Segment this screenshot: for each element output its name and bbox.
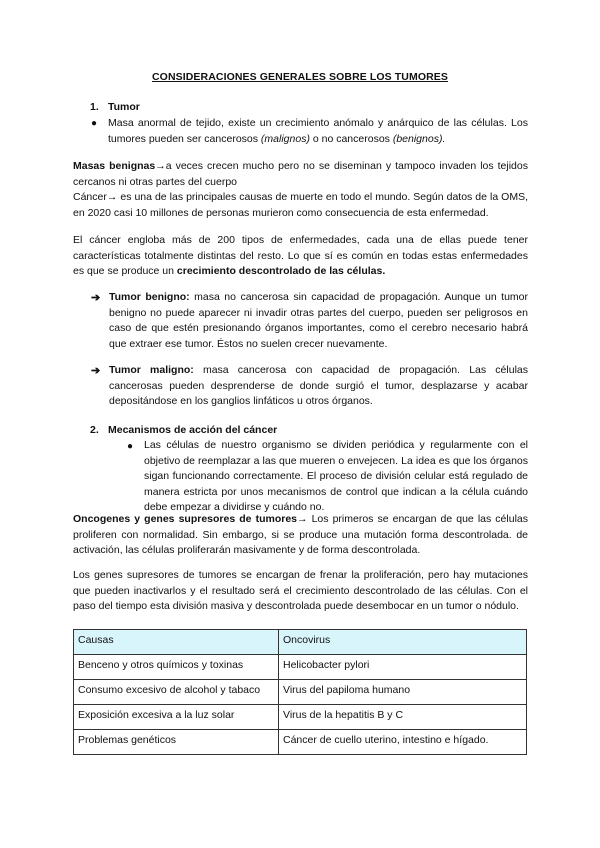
oncogenes-paragraph xyxy=(73,512,528,559)
masas-benignas-text: →a veces crecen mucho pero no se diseminan y tampoco invaden los tejidos cercanos ni otras partes del cuerpo xyxy=(73,160,528,188)
tumor-benigno-paragraph xyxy=(109,290,528,352)
arrow-icon: ➔ xyxy=(91,292,101,304)
engloba-text: El cáncer engloba más de 200 tipos de enfermedades, cada una de ellas puede tener características totalmente distintas del resto. Lo que sí es común en todas estas enfermedades es que se produce un xyxy=(73,234,528,278)
table-cell: Problemas genéticos xyxy=(74,730,279,755)
table-cell: Helicobacter pylori xyxy=(279,655,527,680)
tumor-maligno-text: masa cancerosa con capacidad de propagación. Las células cancerosas pueden desprenderse de donde surgió el tumor, desplazarse y acabar depositándose en los ganglios linfáticos u otros órganos. xyxy=(109,364,528,408)
arrow-icon: ➔ xyxy=(91,365,101,377)
section1-heading: Tumor xyxy=(108,101,140,113)
table-cell: Consumo excesivo de alcohol y tabaco xyxy=(74,680,279,705)
cancer-paragraph: Cáncer→ es una de las principales causas de muerte en todo el mundo. Según datos de la OMS, en 2020 casi 10 millones de personas murieron como consecuencia de esta enfermedad. xyxy=(73,191,528,219)
oncogenes-text: → Los primeros se encargan de que las células proliferen con normalidad. Sin embargo, si se produce una mutación forma descontrolada. de activación, las células proliferarán masivamente y de forma descontrolada. xyxy=(73,513,528,557)
section2-number: 2. xyxy=(90,424,99,436)
tumor-maligno-paragraph xyxy=(109,363,528,410)
tumor-maligno-label: Tumor maligno: xyxy=(109,364,194,376)
section1-text xyxy=(108,116,528,147)
table-row xyxy=(74,680,527,705)
document-title: CONSIDERACIONES GENERALES SOBRE LOS TUMORES xyxy=(152,71,448,83)
section1-number: 1. xyxy=(90,101,99,113)
table-cell: Cáncer de cuello uterino, intestino e hígado. xyxy=(279,730,527,755)
masas-benignas-label: Masas benignas xyxy=(73,160,156,172)
masas-benignas-paragraph xyxy=(73,159,528,190)
tumor-benigno-text: masa no cancerosa sin capacidad de propagación. Aunque un tumor benigno no puede aparecer ni invadir otras partes del cuerpo, pueden ser peligrosos en caso de que estén presionando órganos importantes, como el cerebro necesario habrá que extraer ese tumor. Éstos no suelen crecer nuevamente. xyxy=(109,291,528,350)
table-cell: Benceno y otros químicos y toxinas xyxy=(74,655,279,680)
supresores-paragraph: Los genes supresores de tumores se encargan de frenar la proliferación, pero hay mutaciones que pueden inactivarlos y el resultado será el crecimiento descontrolado de las células. Con el paso del tiempo esta división masiva y descontrolada puede desembocar en un tumor o nódulo. xyxy=(73,569,528,613)
table-header-causas: Causas xyxy=(74,630,279,655)
section2-text: Las células de nuestro organismo se dividen periódica y regularmente con el objetivo de reemplazar a las que mueren o envejecen. La idea es que los órganos sigan funcionando correctamente. El proceso de división celular está regulado de manera estricta por unos mecanismos de control que indican a la célula cuándo debe empezar a dividirse y cuándo no. xyxy=(144,439,528,514)
oncogenes-label: Oncogenes y genes supresores de tumores xyxy=(73,513,297,525)
malignos-term: (malignos) xyxy=(260,132,310,145)
table-row xyxy=(74,655,527,680)
table-cell: Exposición excesiva a la luz solar xyxy=(74,705,279,730)
section1-text-b: o no cancerosos xyxy=(309,132,393,145)
section1-text-a: Masa anormal de tejido, existe un crecimiento anómalo y anárquico de las células. Los tumores pueden ser cancerosos xyxy=(108,117,528,145)
benignos-term: (benignos). xyxy=(392,132,446,145)
table-row xyxy=(74,705,527,730)
table-header-oncovirus: Oncovirus xyxy=(279,630,527,655)
engloba-bold: crecimiento descontrolado de las células. xyxy=(176,265,386,278)
bullet-icon: ● xyxy=(91,118,98,129)
causes-oncovirus-table xyxy=(73,629,527,755)
table-cell: Virus del papiloma humano xyxy=(279,680,527,705)
table-header-row xyxy=(74,630,527,655)
table-cell: Virus de la hepatitis B y C xyxy=(279,705,527,730)
engloba-paragraph xyxy=(73,233,528,280)
bullet-icon: ● xyxy=(127,441,134,452)
section2-heading: Mecanismos de acción del cáncer xyxy=(108,424,278,436)
tumor-benigno-label: Tumor benigno: xyxy=(109,291,190,303)
table-row xyxy=(74,730,527,755)
